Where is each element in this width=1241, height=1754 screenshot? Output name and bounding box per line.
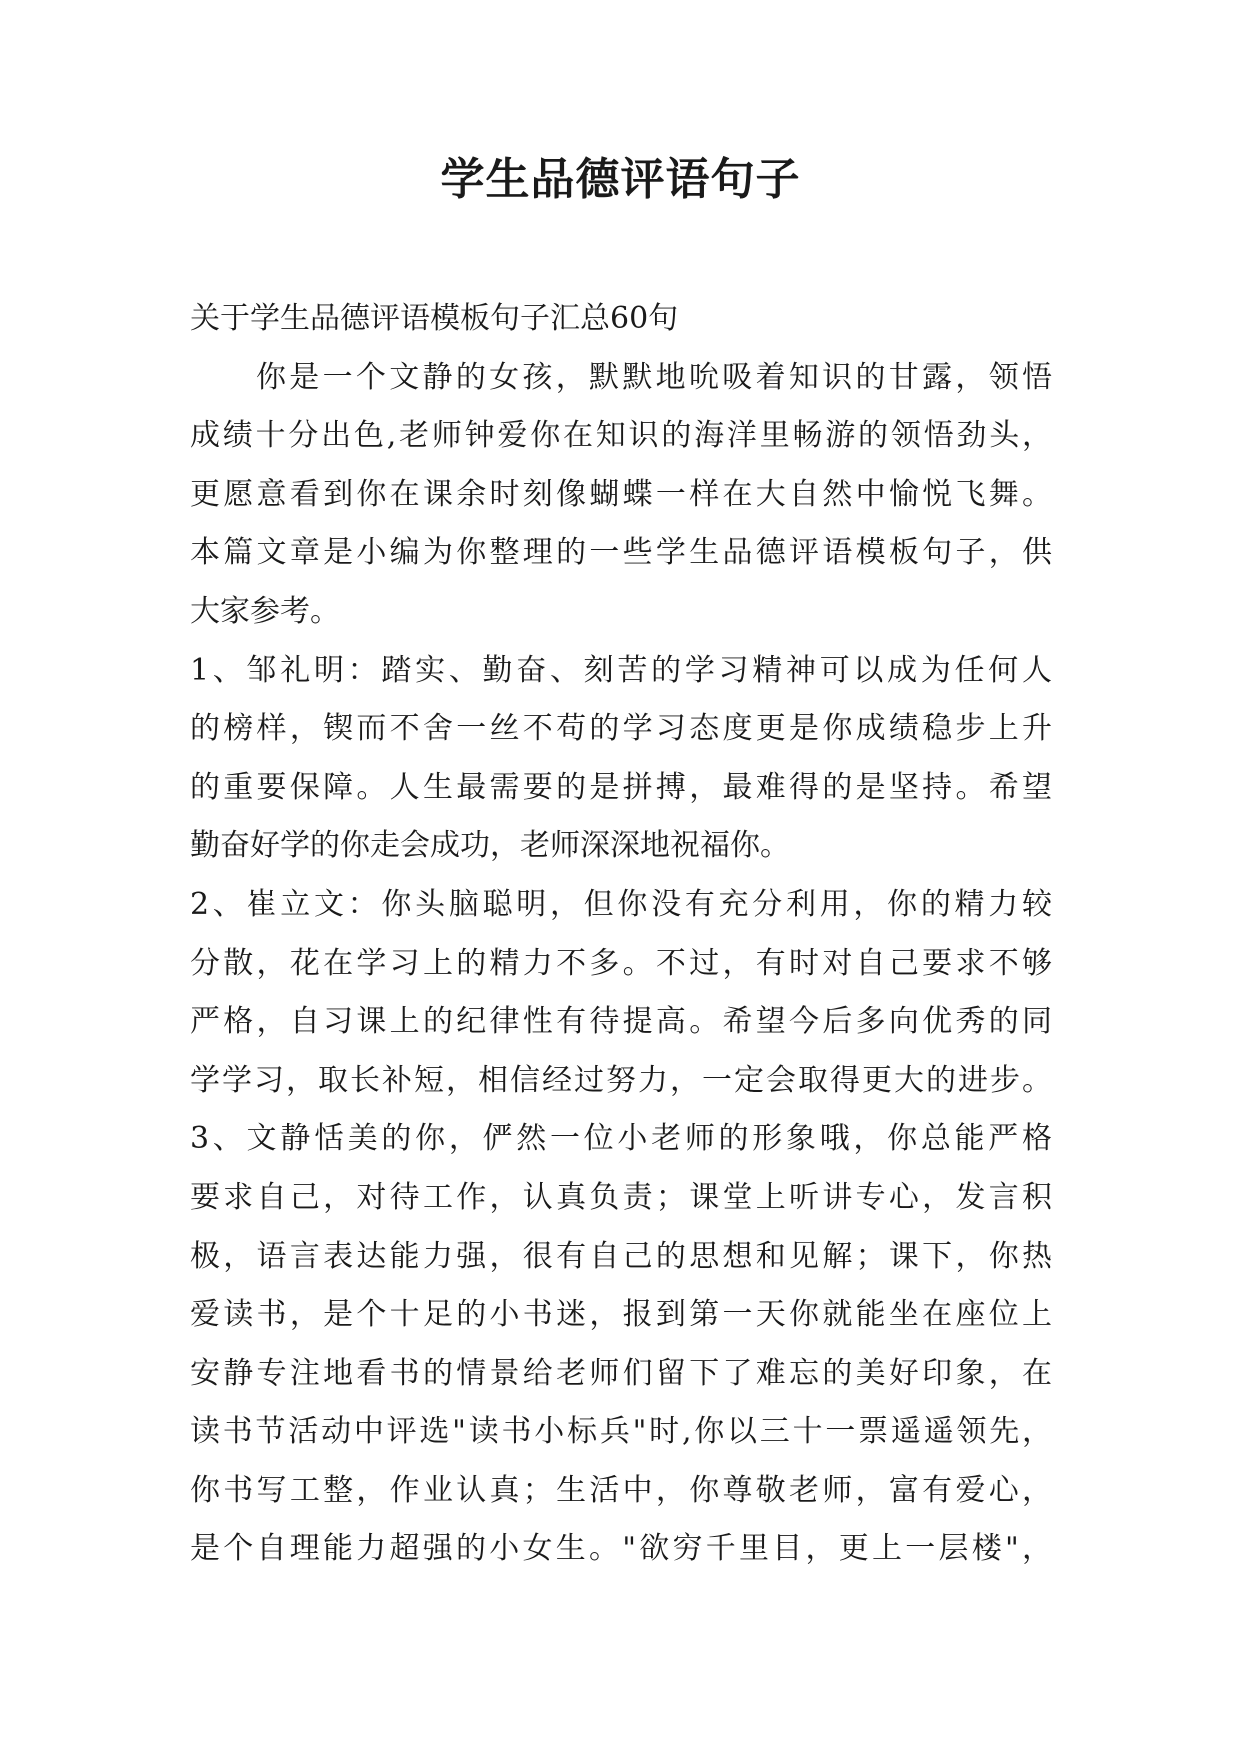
document-body (190, 290, 1052, 1579)
paragraph-line: 勤奋好学的你走会成功，老师深深地祝福你。 (190, 828, 790, 864)
paragraph-line: 你书写工整，作业认真；生活中，你尊敬老师，富有爱心， (190, 1472, 1052, 1508)
document-title: 学生品德评语句子 (440, 154, 801, 205)
paragraph-line: 要求自己，对待工作，认真负责；课堂上听讲专心，发言积 (190, 1179, 1052, 1215)
paragraph-line: 极，语言表达能力强，很有自己的思想和见解；课下，你热 (190, 1238, 1052, 1274)
paragraph-line: 2、崔立文：你头脑聪明，但你没有充分利用，你的精力较 (190, 886, 1052, 922)
paragraph-line: 学学习，取长补短，相信经过努力，一定会取得更大的进步。 (190, 1062, 1052, 1098)
paragraph-line: 读书节活动中评选"读书小标兵"时,你以三十一票遥遥领先， (190, 1414, 1052, 1450)
paragraph-line: 安静专注地看书的情景给老师们留下了难忘的美好印象，在 (190, 1355, 1052, 1391)
paragraph-line: 1、邹礼明：踏实、勤奋、刻苦的学习精神可以成为任何人 (190, 652, 1052, 688)
paragraph-line: 的榜样，锲而不舍一丝不苟的学习态度更是你成绩稳步上升 (190, 711, 1052, 747)
paragraph-line: 3、文静恬美的你，俨然一位小老师的形象哦，你总能严格 (190, 1121, 1052, 1157)
paragraph-line: 更愿意看到你在课余时刻像蝴蝶一样在大自然中愉悦飞舞。 (190, 476, 1052, 512)
paragraph-line: 是个自理能力超强的小女生。"欲穷千里目，更上一层楼"， (190, 1531, 1052, 1567)
paragraph-line: 分散，花在学习上的精力不多。不过，有时对自己要求不够 (190, 945, 1052, 981)
subtitle-line: 关于学生品德评语模板句子汇总60句 (190, 301, 679, 336)
paragraph-line: 爱读书，是个十足的小书迷，报到第一天你就能坐在座位上 (190, 1297, 1052, 1333)
paragraph-line: 你是一个文静的女孩，默默地吮吸着知识的甘露，领悟 (256, 359, 1052, 395)
paragraph-line: 的重要保障。人生最需要的是拼搏，最难得的是坚持。希望 (190, 769, 1052, 805)
paragraph-line: 本篇文章是小编为你整理的一些学生品德评语模板句子，供 (190, 535, 1052, 571)
paragraph-line: 成绩十分出色,老师钟爱你在知识的海洋里畅游的领悟劲头， (190, 418, 1052, 454)
paragraph-line: 严格，自习课上的纪律性有待提高。希望今后多向优秀的同 (190, 1004, 1052, 1040)
paragraph-line: 大家参考。 (190, 593, 340, 629)
